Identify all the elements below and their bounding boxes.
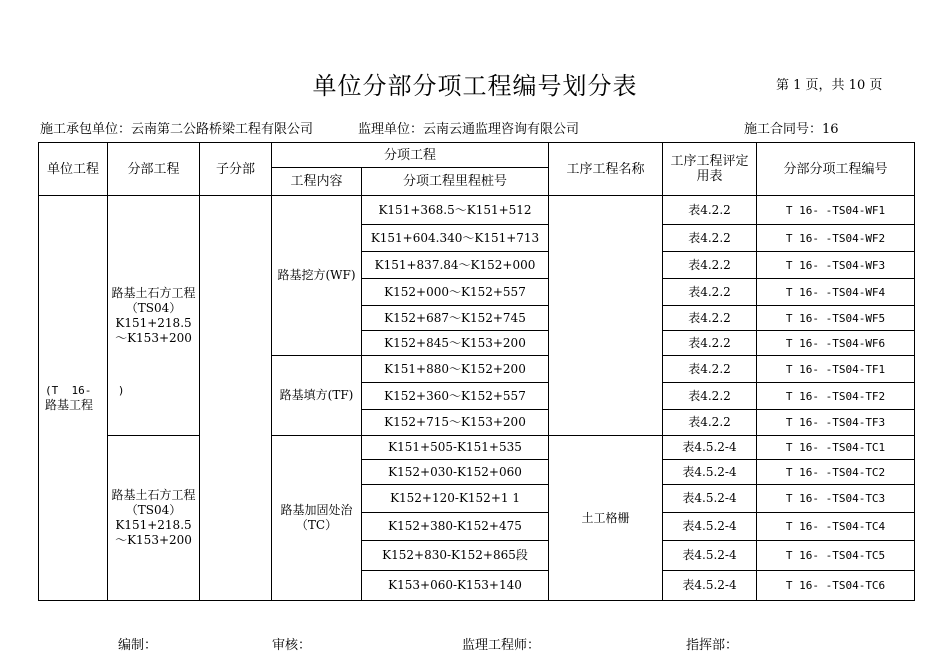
range-cell: K151+368.5～K151+512 <box>362 196 549 225</box>
header-subdivision: 子分部 <box>200 143 272 196</box>
range-cell: K152+845～K153+200 <box>362 331 549 356</box>
form-cell: 表4.2.2 <box>663 196 757 225</box>
code-cell: T 16- -TS04-TC2 <box>757 460 915 485</box>
range-cell: K152+687～K152+745 <box>362 306 549 331</box>
form-cell: 表4.2.2 <box>663 252 757 279</box>
page-title: 单位分部分项工程编号划分表 <box>312 72 638 100</box>
header-row-1 <box>39 143 915 168</box>
form-cell: 表4.2.2 <box>663 410 757 436</box>
process-cell-tc: 土工格栅 <box>549 436 663 601</box>
division-cell-2: 路基土石方工程（TS04）K151+218.5～K153+200 <box>108 436 200 601</box>
code-cell: T 16- -TS04-TC5 <box>757 541 915 571</box>
form-cell: 表4.2.2 <box>663 331 757 356</box>
range-cell: K152+380-K152+475 <box>362 513 549 541</box>
range-cell: K151+837.84～K152+000 <box>362 252 549 279</box>
contract-info: 施工合同号：16 <box>744 122 839 137</box>
header-item-group: 分项工程 <box>272 143 549 168</box>
header-division: 分部工程 <box>108 143 200 196</box>
table-row <box>39 196 915 225</box>
range-cell: K152+120-K152+1 1 <box>362 485 549 513</box>
code-cell: T 16- -TS04-TC6 <box>757 571 915 601</box>
unit-name: 路基工程 <box>45 398 94 412</box>
code-cell: T 16- -TS04-WF5 <box>757 306 915 331</box>
subdivision-cell <box>200 196 272 601</box>
range-cell: K152+000～K152+557 <box>362 279 549 306</box>
unit-project-cell <box>39 196 125 601</box>
range-cell: K152+360～K152+557 <box>362 383 549 410</box>
reviewer-label: 审核： <box>272 638 312 653</box>
code-cell: T 16- -TS04-TC1 <box>757 436 915 460</box>
code-cell: T 16- -TS04-WF2 <box>757 225 915 252</box>
range-cell: K151+505-K151+535 <box>362 436 549 460</box>
form-cell: 表4.5.2-4 <box>663 513 757 541</box>
range-cell: K152+715～K153+200 <box>362 410 549 436</box>
range-cell: K151+604.340～K151+713 <box>362 225 549 252</box>
engineer-label: 监理工程师： <box>462 638 541 653</box>
code-cell: T 16- -TS04-WF6 <box>757 331 915 356</box>
form-cell: 表4.5.2-4 <box>663 571 757 601</box>
code-cell: T 16- -TS04-TF3 <box>757 410 915 436</box>
supervisor-info: 监理单位：云南云通监理咨询有限公司 <box>358 122 580 137</box>
header-code: 分部分项工程编号 <box>757 143 915 196</box>
range-cell: K152+830-K152+865段 <box>362 541 549 571</box>
form-cell: 表4.2.2 <box>663 383 757 410</box>
code-cell: T 16- -TS04-WF3 <box>757 252 915 279</box>
header-item-content: 工程内容 <box>272 168 362 196</box>
header-eval-form: 工序工程评定用表 <box>663 143 757 196</box>
form-cell: 表4.5.2-4 <box>663 541 757 571</box>
range-cell: K151+880～K152+200 <box>362 356 549 383</box>
code-cell: T 16- -TS04-TC4 <box>757 513 915 541</box>
page-info: 第 1 页，共 10 页 <box>776 78 883 93</box>
division-cell-1: 路基土石方工程（TS04）K151+218.5～K153+200 <box>108 196 200 436</box>
group-cell-tc: 路基加固处治（TC） <box>272 436 362 601</box>
table-row <box>39 436 915 460</box>
code-cell: T 16- -TS04-WF1 <box>757 196 915 225</box>
unit-code: (T 16- ) <box>45 384 125 397</box>
code-cell: T 16- -TS04-TF2 <box>757 383 915 410</box>
header-unit: 单位工程 <box>39 143 108 196</box>
code-cell: T 16- -TS04-WF4 <box>757 279 915 306</box>
contractor-info: 施工承包单位：云南第二公路桥梁工程有限公司 <box>40 122 314 137</box>
range-cell: K152+030-K152+060 <box>362 460 549 485</box>
header-process: 工序工程名称 <box>549 143 663 196</box>
range-cell: K153+060-K153+140 <box>362 571 549 601</box>
compiler-label: 编制： <box>118 638 158 653</box>
form-cell: 表4.2.2 <box>663 279 757 306</box>
group-cell-tf: 路基填方(TF) <box>272 356 362 436</box>
division-table <box>38 142 915 601</box>
group-cell-wf: 路基挖方(WF) <box>272 196 362 356</box>
command-label: 指挥部： <box>686 638 739 653</box>
form-cell: 表4.5.2-4 <box>663 485 757 513</box>
form-cell: 表4.2.2 <box>663 306 757 331</box>
form-cell: 表4.2.2 <box>663 356 757 383</box>
form-cell: 表4.5.2-4 <box>663 436 757 460</box>
form-cell: 表4.2.2 <box>663 225 757 252</box>
form-cell: 表4.5.2-4 <box>663 460 757 485</box>
code-cell: T 16- -TS04-TC3 <box>757 485 915 513</box>
process-cell-wf-tf <box>549 196 663 436</box>
header-item-range: 分项工程里程桩号 <box>362 168 549 196</box>
code-cell: T 16- -TS04-TF1 <box>757 356 915 383</box>
